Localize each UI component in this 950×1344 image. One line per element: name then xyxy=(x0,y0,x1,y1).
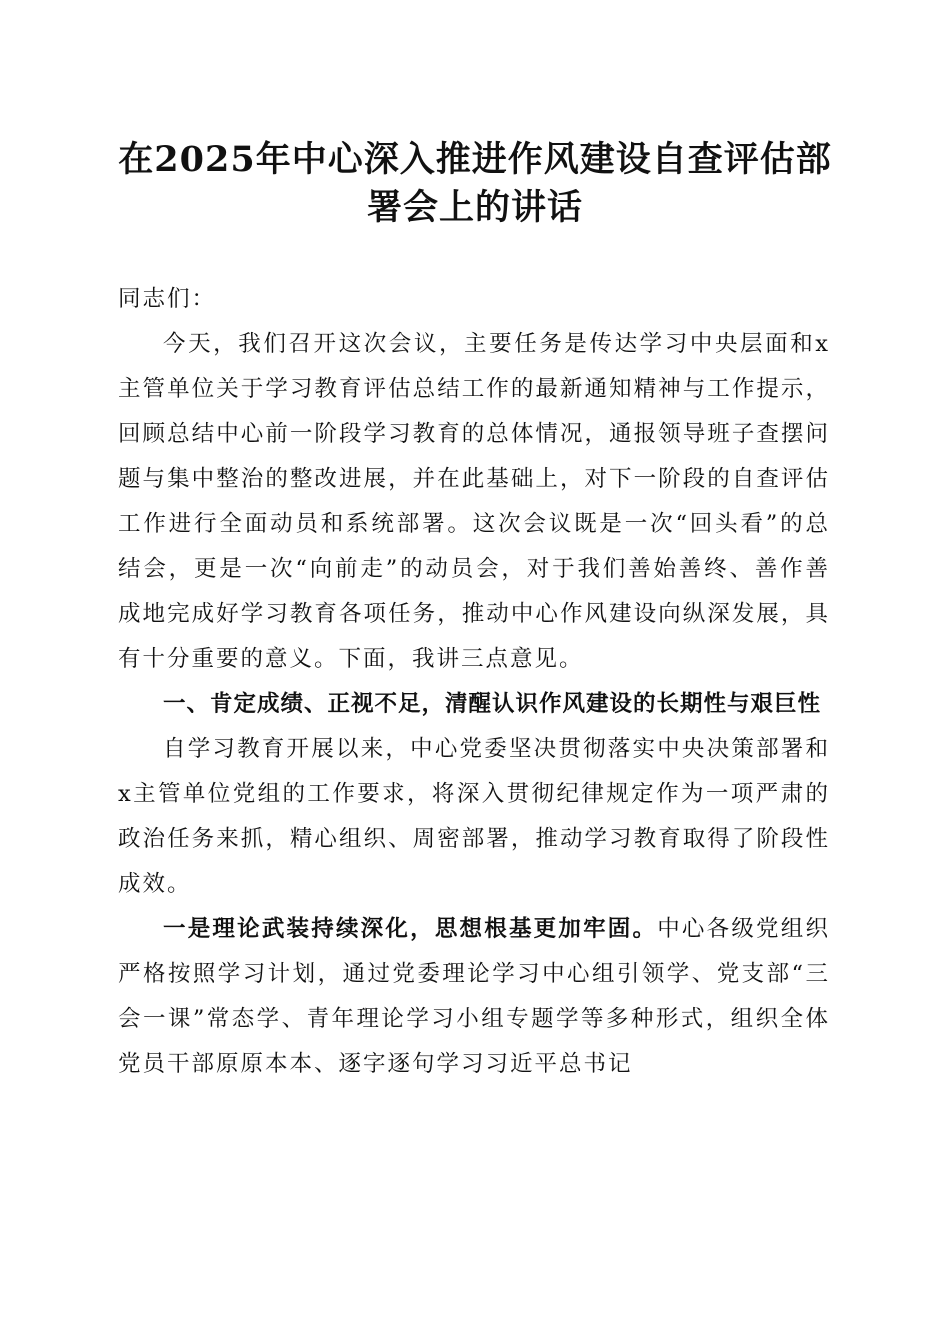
section-1-paragraph-2 xyxy=(118,907,830,1087)
intro-paragraph: 今天，我们召开这次会议，主要任务是传达学习中央层面和x主管单位关于学习教育评估总结工作的最新通知精神与工作提示，回顾总结中心前一阶段学习教育的总体情况，通报领导班子查摆问题与集中整治的整改进展，并在此基础上，对下一阶段的自查评估工作进行全面动员和系统部署。这次会议既是一次“回头看”的总结会，更是一次“向前走”的动员会，对于我们善始善终、善作善成地完成好学习教育各项任务，推动中心作风建设向纵深发展，具有十分重要的意义。下面，我讲三点意见。 xyxy=(118,331,830,672)
section-1-heading: 一、肯定成绩、正视不足，清醒认识作风建设的长期性与艰巨性 xyxy=(163,691,822,717)
paragraph-lead-sentence: 一是理论武装持续深化，思想根基更加牢固。 xyxy=(163,916,658,942)
document-title: 在2025年中心深入推进作风建设自查评估部署会上的讲话 xyxy=(118,139,832,228)
paragraph-body-text: 中心各级党组织严格按照学习计划，通过党委理论学习中心组引领学、党支部“三会一课”常态学、青年理论学习小组专题学等多种形式，组织全体党员干部原原本本、逐字逐句学习习近平总书记 xyxy=(118,916,830,1077)
salutation: 同志们： xyxy=(118,286,217,312)
document-body xyxy=(118,277,830,1087)
section-1-paragraph-1: 自学习教育开展以来，中心党委坚决贯彻落实中央决策部署和x主管单位党组的工作要求，将深入贯彻纪律规定作为一项严肃的政治任务来抓，精心组织、周密部署，推动学习教育取得了阶段性成效。 xyxy=(118,736,830,897)
